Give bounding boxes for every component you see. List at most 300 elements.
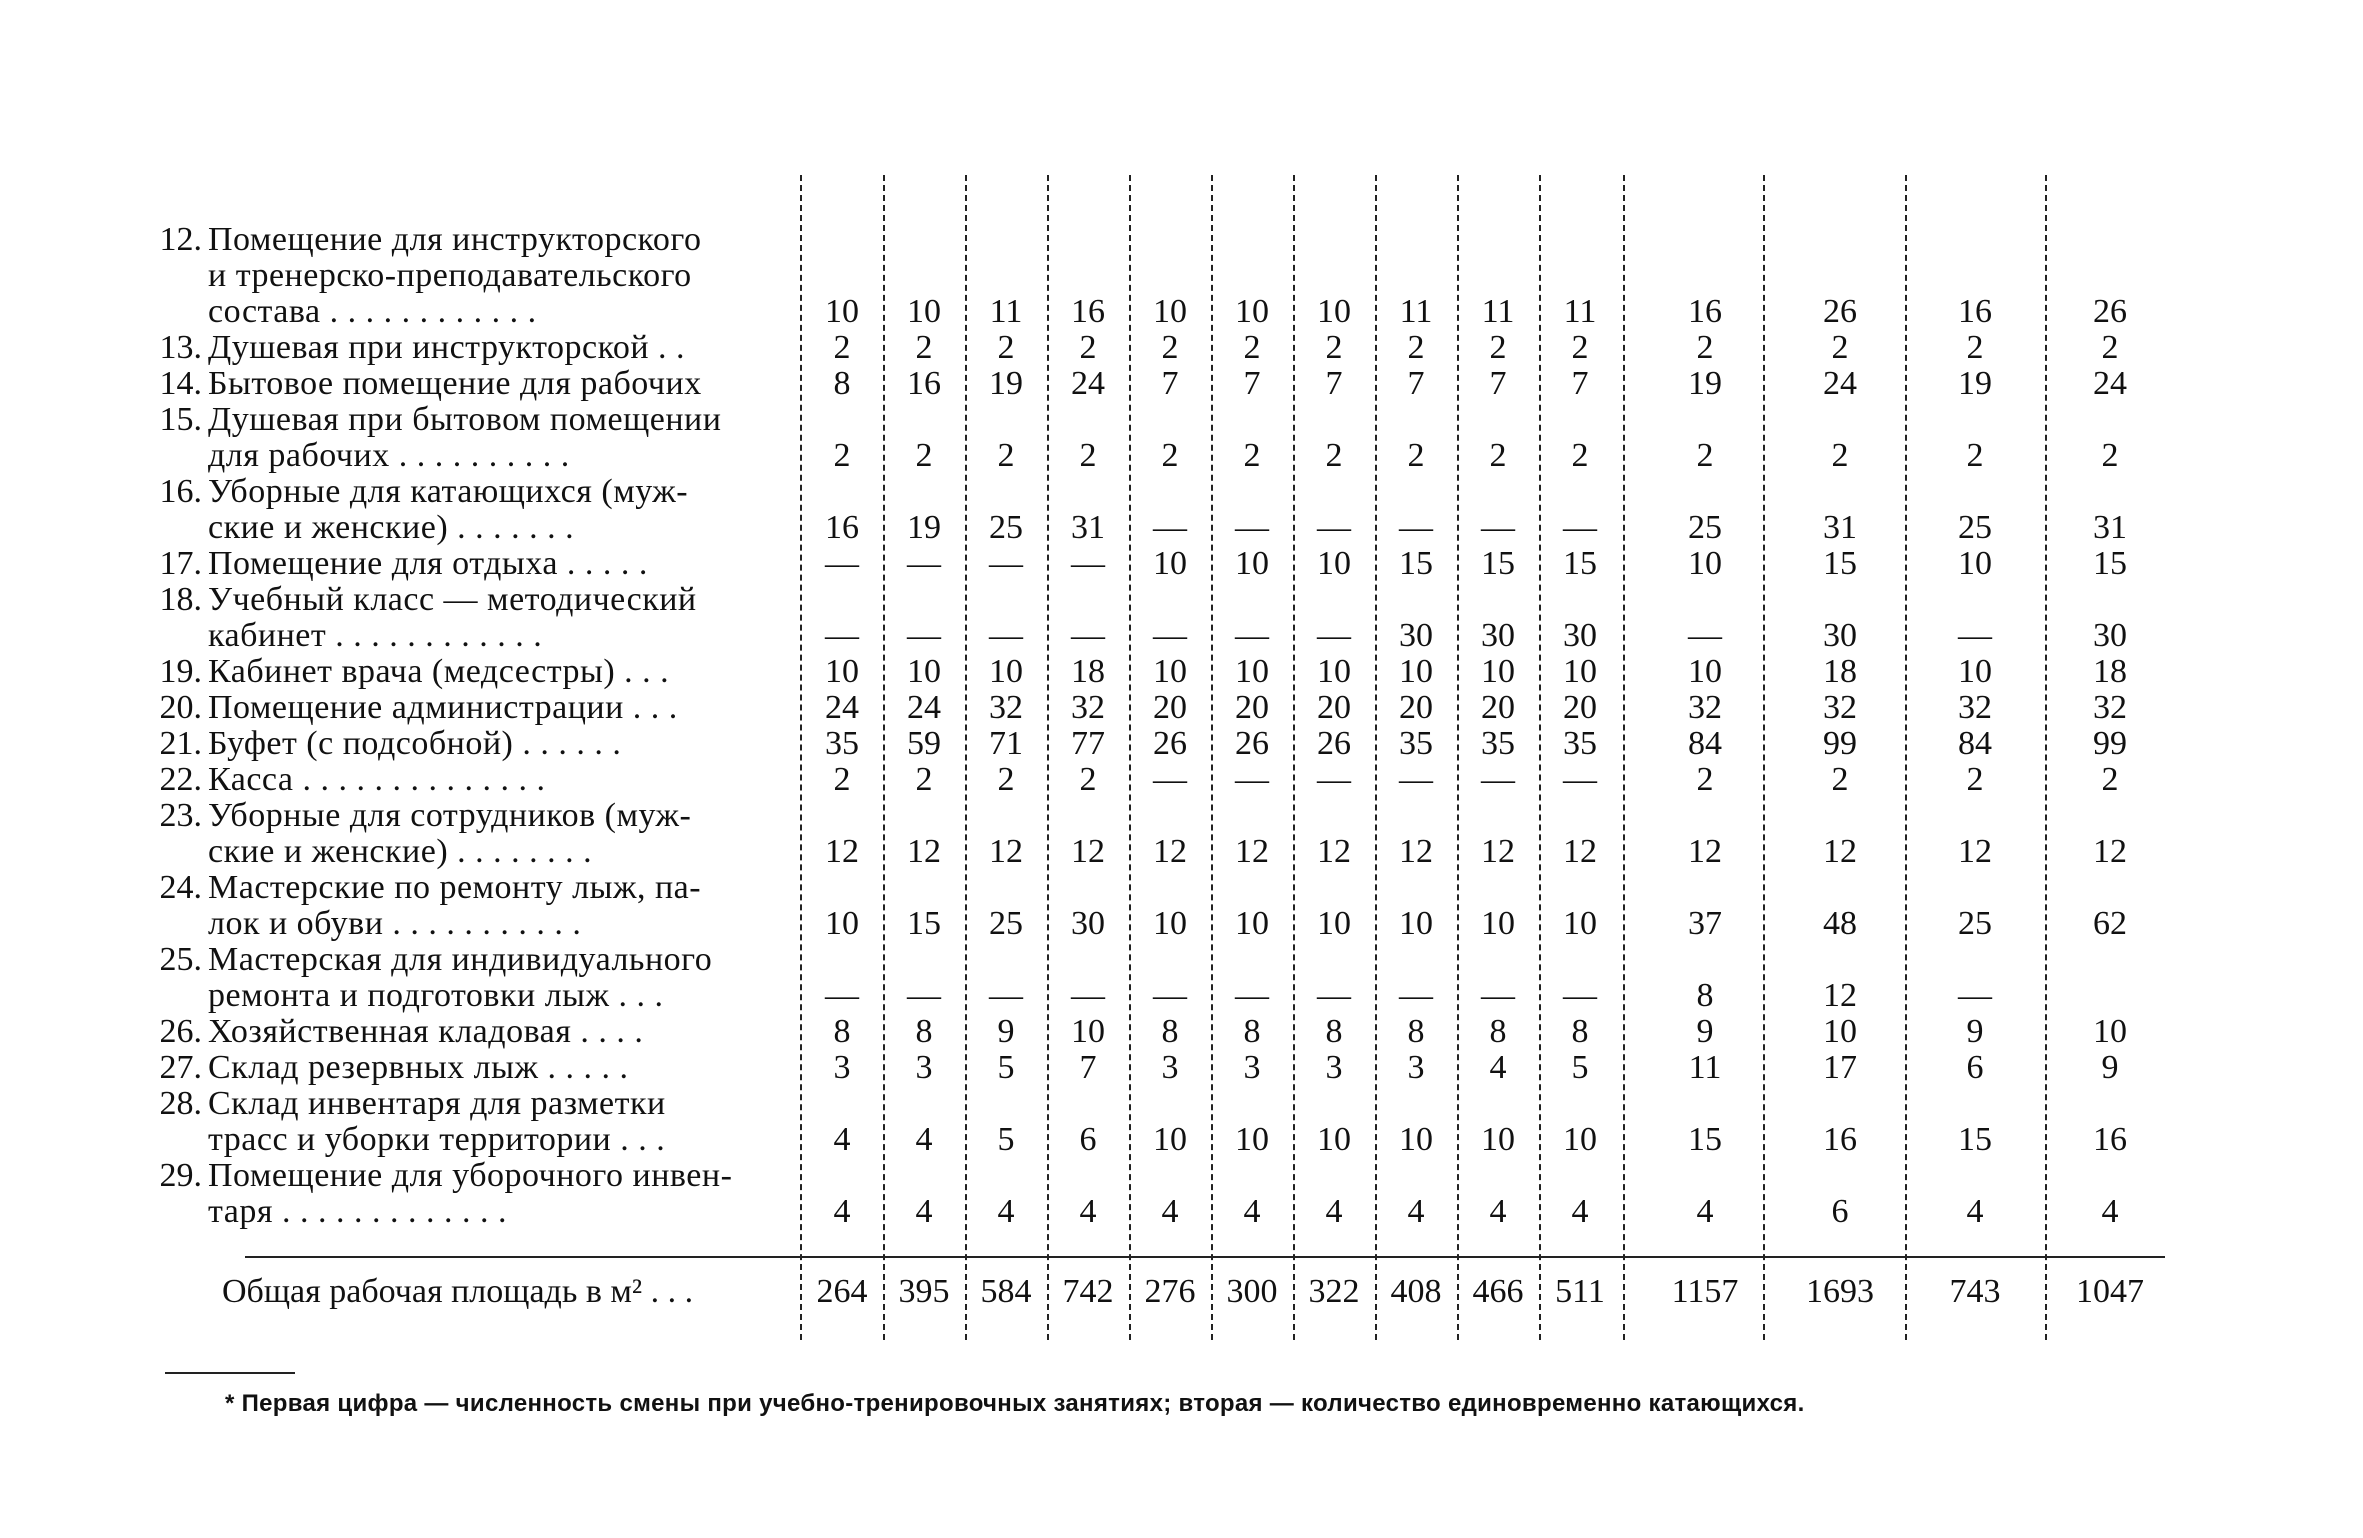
table-cell: 25 [989,905,1023,942]
table-cell: 15 [907,905,941,942]
row-number: 14. [159,365,202,402]
table-cell: 2 [1243,329,1261,366]
table-cell: — [907,977,941,1014]
row-label-line: Касса . . . . . . . . . . . . . . [208,761,546,798]
table-cell: — [1071,545,1105,582]
table-cell: 24 [2093,365,2127,402]
row-number: 18. [159,581,202,618]
column-separator [2045,175,2047,1340]
table-cell: 18 [1071,653,1105,690]
table-cell: 8 [1243,1013,1261,1050]
table-cell: 32 [1688,689,1722,726]
table-cell: 10 [2093,1013,2127,1050]
table-cell: 24 [825,689,859,726]
row-number: 17. [159,545,202,582]
table-cell: 2 [1966,437,1984,474]
row-label-line: Хозяйственная кладовая . . . . [208,1013,644,1050]
table-cell: 2 [833,329,851,366]
table-cell: 2 [1079,329,1097,366]
table-cell: 99 [2093,725,2127,762]
row-number: 13. [159,329,202,366]
table-cell: 4 [997,1193,1015,1230]
table-cell: 19 [1958,365,1992,402]
table-cell: 8 [1161,1013,1179,1050]
table-cell: 6 [1079,1121,1097,1158]
table-cell: 4 [1489,1193,1507,1230]
table-cell: 10 [1399,1121,1433,1158]
table-cell: — [1071,617,1105,654]
table-cell: 7 [1407,365,1425,402]
table-cell: 7 [1161,365,1179,402]
table-cell: 20 [1317,689,1351,726]
table-cell: 10 [1563,1121,1597,1158]
table-cell: 24 [1071,365,1105,402]
table-cell: — [1153,761,1187,798]
table-cell: 11 [1399,293,1433,330]
table-cell: 15 [1563,545,1597,582]
table-cell: 2 [833,437,851,474]
table-cell: 10 [1563,905,1597,942]
row-label-line: Уборные для катающихся (муж- [208,473,689,510]
table-cell: 59 [907,725,941,762]
table-cell: 2 [1489,437,1507,474]
total-cell: 1157 [1671,1273,1739,1310]
table-cell: — [1399,977,1433,1014]
table-cell: 16 [1958,293,1992,330]
table-cell: 84 [1688,725,1722,762]
table-cell: 4 [833,1193,851,1230]
row-label-line: Склад инвентаря для разметки [208,1085,666,1122]
table-cell: 10 [907,653,941,690]
total-cell: 300 [1226,1273,1278,1310]
total-cell: 584 [980,1273,1032,1310]
table-cell: 12 [1153,833,1187,870]
table-cell: 12 [1317,833,1351,870]
row-number: 25. [159,941,202,978]
table-cell: 26 [2093,293,2127,330]
row-number: 22. [159,761,202,798]
table-cell: 2 [1571,437,1589,474]
table-cell: 2 [1966,329,1984,366]
table-cell: 4 [1489,1049,1507,1086]
table-cell: 25 [989,509,1023,546]
row-label-line: Помещение администрации . . . [208,689,678,726]
table-cell: 2 [1696,437,1714,474]
table-cell: 12 [1399,833,1433,870]
table-cell: 2 [2101,437,2119,474]
table-cell: 10 [1235,293,1269,330]
table-cell: 10 [1317,1121,1351,1158]
table-cell: — [1153,977,1187,1014]
table-cell: 10 [1481,1121,1515,1158]
row-label-line: трасс и уборки территории . . . [208,1121,666,1158]
table-cell: 2 [915,329,933,366]
table-cell: 2 [1325,437,1343,474]
table-cell: 4 [2101,1193,2119,1230]
table-cell: 24 [907,689,941,726]
table-cell: 10 [1235,545,1269,582]
table-cell: 16 [1071,293,1105,330]
total-separator-line [245,1256,2165,1258]
table-cell: 10 [1153,653,1187,690]
row-number: 12. [159,221,202,258]
table-cell: — [1958,977,1992,1014]
table-cell: 6 [1831,1193,1849,1230]
table-cell: 32 [989,689,1023,726]
row-number: 28. [159,1085,202,1122]
table-cell: 12 [907,833,941,870]
table-cell: — [1235,761,1269,798]
table-cell: 2 [1243,437,1261,474]
row-label-line: Бытовое помещение для рабочих [208,365,702,402]
row-label-line: ские и женские) . . . . . . . . [208,833,593,870]
table-cell: 16 [2093,1121,2127,1158]
table-cell: 31 [1823,509,1857,546]
table-cell: 11 [989,293,1023,330]
total-cell: 511 [1555,1273,1605,1310]
table-cell: 30 [1481,617,1515,654]
table-cell: 9 [1696,1013,1714,1050]
table-cell: — [1563,509,1597,546]
table-cell: — [1958,617,1992,654]
table-cell: 10 [1235,905,1269,942]
table-cell: 2 [1571,329,1589,366]
table-cell: — [1235,977,1269,1014]
table-cell: 12 [1823,977,1857,1014]
table-cell: 30 [1563,617,1597,654]
table-cell: 3 [915,1049,933,1086]
table-cell: 15 [1688,1121,1722,1158]
total-label: Общая рабочая площадь в м² . . . [222,1273,694,1310]
total-cell: 1693 [1806,1273,1874,1310]
table-cell: 7 [1571,365,1589,402]
table-cell: 16 [907,365,941,402]
table-cell: 8 [833,365,851,402]
table-cell: — [1481,509,1515,546]
table-cell: — [1688,617,1722,654]
table-cell: 12 [1235,833,1269,870]
table-cell: 35 [1481,725,1515,762]
table-cell: — [1235,617,1269,654]
table-cell: 30 [1823,617,1857,654]
table-cell: 99 [1823,725,1857,762]
table-cell: 10 [1153,1121,1187,1158]
table-cell: 19 [989,365,1023,402]
table-cell: 17 [1823,1049,1857,1086]
table-cell: 10 [1823,1013,1857,1050]
table-cell: 4 [833,1121,851,1158]
table-cell: 71 [989,725,1023,762]
total-cell: 408 [1390,1273,1442,1310]
table-cell: 25 [1688,509,1722,546]
total-cell: 742 [1062,1273,1114,1310]
total-cell: 276 [1144,1273,1196,1310]
table-cell: 4 [1161,1193,1179,1230]
table-cell: 26 [1235,725,1269,762]
table-cell: 19 [907,509,941,546]
table-cell: 2 [1079,761,1097,798]
table-cell: 12 [1958,833,1992,870]
table-cell: 77 [1071,725,1105,762]
table-cell: 9 [997,1013,1015,1050]
table-cell: 10 [907,293,941,330]
table-cell: 10 [1481,653,1515,690]
table-cell: — [1317,977,1351,1014]
table-cell: 11 [1688,1049,1722,1086]
table-cell: 19 [1688,365,1722,402]
row-label-line: Склад резервных лыж . . . . . [208,1049,629,1086]
table-cell: 10 [825,905,859,942]
table-cell: 10 [1153,545,1187,582]
table-cell: 2 [1161,437,1179,474]
table-cell: 10 [1399,653,1433,690]
footnote-rule [165,1372,295,1374]
row-label-line: и тренерско-преподавательского [208,257,692,294]
table-cell: 16 [825,509,859,546]
table-cell: 4 [1079,1193,1097,1230]
total-cell: 322 [1308,1273,1360,1310]
table-cell: 62 [2093,905,2127,942]
table-cell: 2 [997,761,1015,798]
table-cell: 12 [989,833,1023,870]
table-cell: — [1235,509,1269,546]
table-cell: 4 [1571,1193,1589,1230]
table-cell: 4 [915,1193,933,1230]
row-label-line: для рабочих . . . . . . . . . . [208,437,570,474]
table-cell: — [825,617,859,654]
table-cell: 12 [1823,833,1857,870]
table-cell: 31 [1071,509,1105,546]
table-cell: 30 [2093,617,2127,654]
table-cell: 2 [1696,761,1714,798]
table-cell: 2 [915,437,933,474]
table-cell: 7 [1325,365,1343,402]
table-cell: 11 [1563,293,1597,330]
table-cell: 16 [1688,293,1722,330]
table-cell: 7 [1243,365,1261,402]
table-cell: 2 [1489,329,1507,366]
row-label-line: Мастерская для индивидуального [208,941,713,978]
table-cell: 16 [1823,1121,1857,1158]
table-cell: 10 [1958,545,1992,582]
table-cell: 2 [1831,437,1849,474]
table-cell: 4 [1966,1193,1984,1230]
table-cell: 10 [1481,905,1515,942]
table-cell: 3 [1325,1049,1343,1086]
table-cell: 10 [1688,653,1722,690]
total-cell: 395 [898,1273,950,1310]
table-cell: 3 [833,1049,851,1086]
table-cell: 9 [1966,1013,1984,1050]
table-cell: 10 [1235,1121,1269,1158]
table-cell: — [1563,761,1597,798]
table-cell: 12 [1481,833,1515,870]
table-cell: 3 [1407,1049,1425,1086]
table-cell: 2 [997,329,1015,366]
table-cell: 10 [1399,905,1433,942]
table-cell: — [1153,617,1187,654]
table-cell: 10 [1317,653,1351,690]
table-cell: 15 [1399,545,1433,582]
table-cell: 8 [1571,1013,1589,1050]
table-cell: 12 [825,833,859,870]
table-cell: — [989,617,1023,654]
table-cell: 2 [1831,329,1849,366]
table-cell: 8 [915,1013,933,1050]
table-cell: — [825,545,859,582]
row-label-line: ские и женские) . . . . . . . [208,509,575,546]
table-cell: 10 [989,653,1023,690]
table-cell: 30 [1071,905,1105,942]
table-cell: 2 [833,761,851,798]
table-cell: 10 [825,293,859,330]
table-cell: 10 [1153,293,1187,330]
table-cell: 2 [1079,437,1097,474]
row-number: 20. [159,689,202,726]
table-cell: 15 [1958,1121,1992,1158]
table-cell: 8 [1325,1013,1343,1050]
table-cell: 12 [1563,833,1597,870]
row-label-line: Душевая при бытовом помещении [208,401,722,438]
row-number: 23. [159,797,202,834]
table-cell: — [1399,761,1433,798]
table-cell: 4 [1325,1193,1343,1230]
table-cell: 2 [1325,329,1343,366]
row-number: 16. [159,473,202,510]
table-cell: — [1317,761,1351,798]
table-cell: — [1399,509,1433,546]
column-separator [1905,175,1907,1340]
total-cell: 743 [1949,1273,2001,1310]
table-cell: 8 [1696,977,1714,1014]
row-number: 15. [159,401,202,438]
row-label-line: Мастерские по ремонту лыж, па- [208,869,702,906]
table-cell: — [1563,977,1597,1014]
row-label-line: кабинет . . . . . . . . . . . . [208,617,543,654]
table-cell: 35 [1563,725,1597,762]
row-number: 29. [159,1157,202,1194]
row-label-line: Уборные для сотрудников (муж- [208,797,692,834]
table-cell: 2 [2101,329,2119,366]
table-cell: 10 [1235,653,1269,690]
table-cell: 2 [1407,437,1425,474]
table-cell: 15 [1481,545,1515,582]
table-cell: 4 [1243,1193,1261,1230]
table-cell: — [989,545,1023,582]
table-cell: 2 [915,761,933,798]
table-cell: 32 [2093,689,2127,726]
table-cell: 15 [1823,545,1857,582]
table-cell: 10 [825,653,859,690]
table-cell: 10 [1071,1013,1105,1050]
table-cell: 9 [2101,1049,2119,1086]
table-cell: 48 [1823,905,1857,942]
table-cell: — [825,977,859,1014]
table-cell: 26 [1153,725,1187,762]
table-cell: 4 [1696,1193,1714,1230]
row-number: 26. [159,1013,202,1050]
table-cell: — [1071,977,1105,1014]
table-cell: 5 [997,1049,1015,1086]
total-cell: 466 [1472,1273,1524,1310]
table-cell: 15 [2093,545,2127,582]
table-cell: — [907,545,941,582]
row-label-line: Помещение для уборочного инвен- [208,1157,733,1194]
table-cell: 2 [1161,329,1179,366]
table-cell: 20 [1563,689,1597,726]
table-cell: — [989,977,1023,1014]
table-cell: 10 [1153,905,1187,942]
table-cell: 18 [2093,653,2127,690]
table-cell: 7 [1079,1049,1097,1086]
table-cell: 12 [2093,833,2127,870]
table-cell: 3 [1161,1049,1179,1086]
table-cell: 2 [2101,761,2119,798]
table-cell: — [1481,977,1515,1014]
row-number: 21. [159,725,202,762]
table-cell: — [1317,509,1351,546]
table-cell: — [1317,617,1351,654]
table-cell: 32 [1958,689,1992,726]
table-cell: 20 [1399,689,1433,726]
table-cell: 10 [1317,545,1351,582]
table-cell: 10 [1317,293,1351,330]
table-cell: 12 [1071,833,1105,870]
table-cell: 4 [1407,1193,1425,1230]
table-cell: 20 [1235,689,1269,726]
table-cell: 26 [1317,725,1351,762]
row-number: 24. [159,869,202,906]
table-cell: 30 [1399,617,1433,654]
total-cell: 264 [816,1273,868,1310]
column-separator [1763,175,1765,1340]
total-cell: 1047 [2076,1273,2144,1310]
table-cell: 26 [1823,293,1857,330]
row-label-line: Кабинет врача (медсестры) . . . [208,653,670,690]
table-cell: — [907,617,941,654]
table-cell: 35 [1399,725,1433,762]
table-cell: 5 [997,1121,1015,1158]
table-cell: 10 [1688,545,1722,582]
table-cell: 37 [1688,905,1722,942]
table-cell: 8 [1407,1013,1425,1050]
table-cell: 4 [915,1121,933,1158]
table-cell: 2 [1407,329,1425,366]
row-number: 19. [159,653,202,690]
table-cell: 25 [1958,509,1992,546]
table-cell: 20 [1481,689,1515,726]
column-separator [1623,175,1625,1340]
table-cell: 7 [1489,365,1507,402]
table-cell: 11 [1481,293,1515,330]
table-cell: 12 [1688,833,1722,870]
table-cell: 2 [1831,761,1849,798]
table-cell: 8 [1489,1013,1507,1050]
table-cell: 25 [1958,905,1992,942]
table-cell: 10 [1958,653,1992,690]
row-label-line: ремонта и подготовки лыж . . . [208,977,664,1014]
table-cell: 6 [1966,1049,1984,1086]
table-cell: 3 [1243,1049,1261,1086]
row-label-line: лок и обуви . . . . . . . . . . . [208,905,582,942]
table-cell: 24 [1823,365,1857,402]
table-cell: — [1481,761,1515,798]
table-cell: 20 [1153,689,1187,726]
row-label-line: Помещение для отдыха . . . . . [208,545,648,582]
table-cell: 18 [1823,653,1857,690]
table-cell: 8 [833,1013,851,1050]
table-cell: — [1153,509,1187,546]
